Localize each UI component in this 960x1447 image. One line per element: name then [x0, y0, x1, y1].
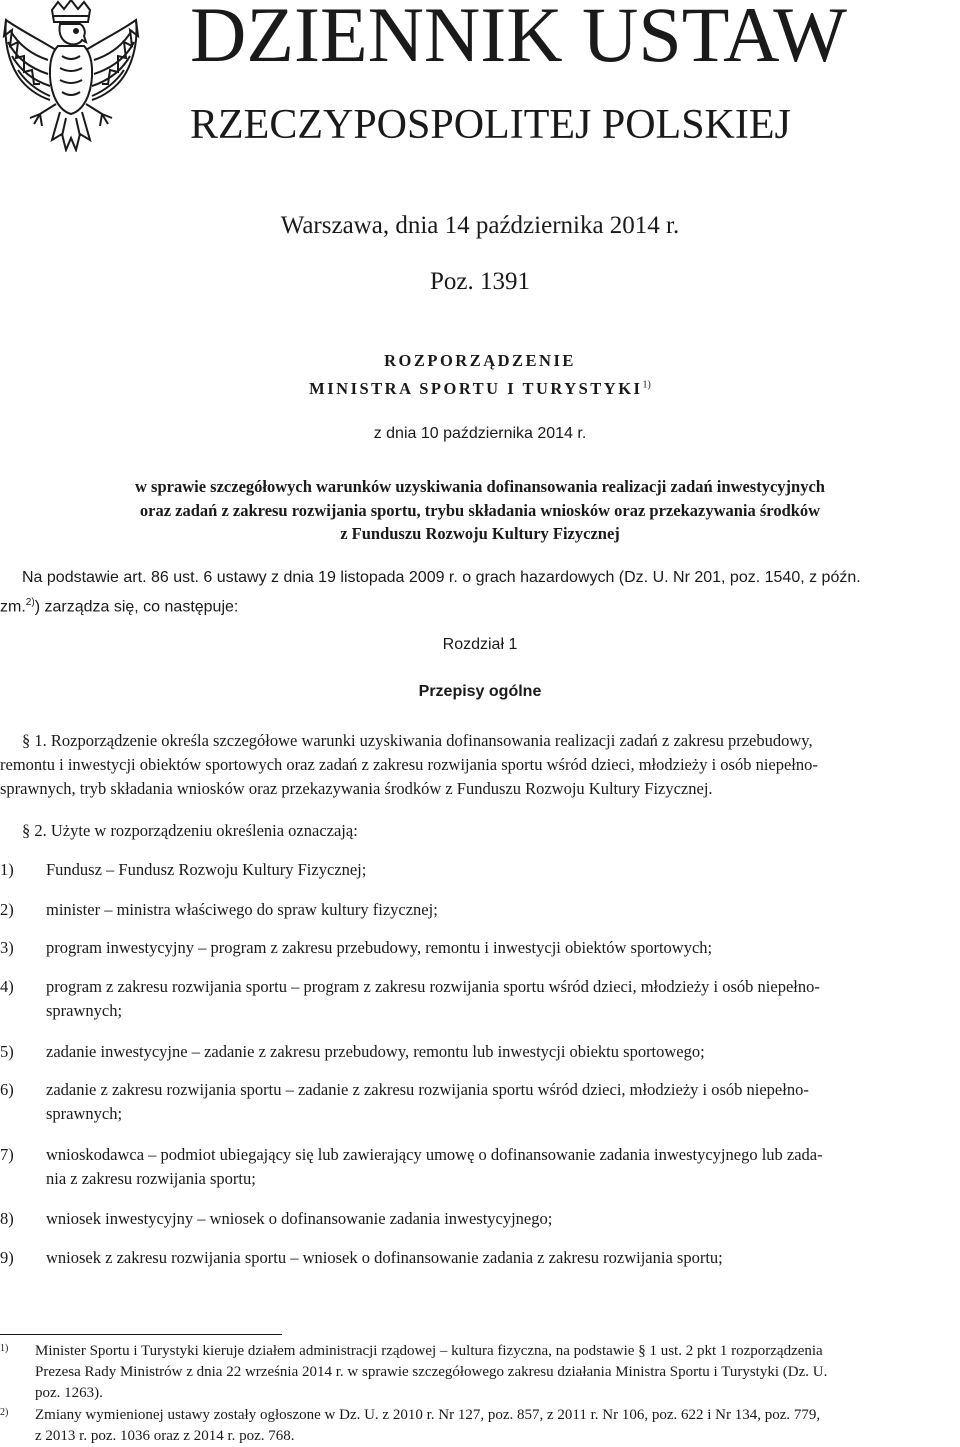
footnote-text — [35, 1341, 960, 1404]
definition-line: wniosek z zakresu rozwijania sportu – wniosek o dofinansowanie zadania z zakresu rozwijania sportu; — [46, 1248, 723, 1267]
preamble-text: ) zarządza się, co następuje: — [34, 598, 239, 616]
footnote-line: Minister Sportu i Turystyki kieruje działem administracji rządowej – kultura fizyczna, na podstawie § 1 ust. 2 pkt 1 rozporządzenia — [35, 1343, 823, 1359]
act-issuer-text: MINISTRA SPORTU I TURYSTYKI — [309, 379, 643, 398]
act-subject — [0, 475, 960, 546]
position-number: Poz. 1391 — [430, 268, 530, 295]
definition-text — [46, 898, 960, 922]
preamble-line — [0, 590, 960, 619]
definition-text — [46, 936, 960, 960]
definition-line: Fundusz – Fundusz Rozwoju Kultury Fizycznej; — [46, 860, 367, 879]
definition-number: 8) — [0, 1209, 14, 1228]
definition-line: minister – ministra właściwego do spraw kultury fizycznej; — [46, 900, 438, 919]
definition-number: 1) — [0, 860, 14, 879]
chapter-label: Rozdział 1 — [442, 636, 518, 653]
footnote-ref-1: 1) — [642, 379, 651, 391]
definition-line: wnioskodawca – podmiot ubiegający się lub zawierający umowę o dofinansowanie zadania inwestycyjnego lub zada- — [46, 1145, 823, 1164]
definition-number: 9) — [0, 1248, 14, 1267]
definition-number: 5) — [0, 1042, 14, 1061]
definition-line: program inwestycyjny – program z zakresu przebudowy, remontu i inwestycji obiektów sportowych; — [46, 938, 713, 957]
definition-text — [46, 975, 960, 1023]
definition-number: 6) — [0, 1080, 14, 1099]
paragraph-line: sprawnych, tryb składania wniosków oraz przekazywania środków z Funduszu Rozwoju Kultury Fizycznej. — [0, 779, 713, 798]
publication-date: Warszawa, dnia 14 października 2014 r. — [280, 212, 680, 239]
paragraph-line: § 1. Rozporządzenie określa szczegółowe warunki uzyskiwania dofinansowania realizacji zadań z zakresu przebudowy, — [22, 731, 813, 750]
definition-text — [46, 1246, 960, 1270]
definition-line: zadanie z zakresu rozwijania sportu – zadanie z zakresu rozwijania sportu wśród dzieci, młodzieży i osób niepełno- — [46, 1080, 809, 1099]
paragraph-1 — [0, 729, 960, 801]
definition-line: nia z zakresu rozwijania sportu; — [46, 1169, 256, 1188]
journal-subtitle: RZECZYPOSPOLITEJ POLSKIEJ — [190, 102, 791, 148]
act-subject-line: oraz zadań z zakresu rozwijania sportu, trybu składania wniosków oraz przekazywania środków — [139, 500, 821, 520]
preamble-line: Na podstawie art. 86 ust. 6 ustawy z dnia 19 listopada 2009 r. o grach hazardowych (Dz. U. Nr 201, poz. 1540, z późn. — [22, 569, 861, 586]
footnote-line: z 2013 r. poz. 1036 oraz z 2014 r. poz. 768. — [35, 1428, 295, 1444]
definition-number: 4) — [0, 977, 14, 996]
journal-title: DZIENNIK USTAW — [190, 0, 847, 78]
chapter-title: Przepisy ogólne — [418, 683, 542, 700]
definition-text — [46, 858, 960, 882]
footnote-ref-2: 2) — [25, 597, 35, 608]
definition-text — [46, 1207, 960, 1231]
definition-line: sprawnych; — [46, 1001, 123, 1020]
act-subject-line: z Funduszu Rozwoju Kultury Fizycznej — [340, 524, 620, 543]
act-subject-line: w sprawie szczegółowych warunków uzyskiwania dofinansowania realizacji zadań inwestycyjnych — [135, 477, 825, 496]
footnote-line: poz. 1263). — [35, 1385, 103, 1401]
paragraph-line: remontu i inwestycji obiektów sportowych oraz zadań z zakresu rozwijania sportu wśród dzieci, młodzieży i osób niepełno- — [0, 755, 818, 774]
definition-line: sprawnych; — [46, 1104, 123, 1123]
paragraph-2: § 2. Użyte w rozporządzeniu określenia oznaczają: — [22, 821, 358, 840]
definition-line: wniosek inwestycyjny – wniosek o dofinansowanie zadania inwestycyjnego; — [46, 1209, 553, 1228]
footnote-text — [35, 1405, 960, 1447]
definition-line: zadanie inwestycyjne – zadanie z zakresu przebudowy, remontu lub inwestycji obiektu sportowego; — [46, 1042, 705, 1061]
act-issuer — [0, 379, 960, 399]
footnote-line: Prezesa Rady Ministrów z dnia 22 września 2014 r. w sprawie szczegółowego zakresu działania Ministra Sportu i Turystyki (Dz. U. — [35, 1364, 828, 1380]
footnote-divider — [0, 1334, 282, 1335]
definition-text — [46, 1040, 960, 1064]
footnote-number: 2) — [0, 1407, 9, 1418]
footnote-number: 1) — [0, 1343, 9, 1354]
act-type: ROZPORZĄDZENIE — [384, 351, 576, 370]
definition-line: program z zakresu rozwijania sportu – program z zakresu rozwijania sportu wśród dzieci, młodzieży i osób niepełno- — [46, 977, 820, 996]
act-date: z dnia 10 października 2014 r. — [373, 425, 587, 442]
definition-text — [46, 1143, 960, 1191]
definition-number: 7) — [0, 1145, 14, 1164]
footnote-line: Zmiany wymienionej ustawy zostały ogłoszone w Dz. U. z 2010 r. Nr 127, poz. 857, z 2011 r. Nr 106, poz. 622 i Nr 134, poz. 779, — [35, 1407, 821, 1423]
preamble — [0, 565, 960, 619]
definition-number: 3) — [0, 938, 14, 957]
definition-text — [46, 1078, 960, 1126]
definition-number: 2) — [0, 900, 14, 919]
polish-eagle-emblem-icon — [0, 0, 142, 152]
preamble-text: zm. — [0, 598, 26, 616]
